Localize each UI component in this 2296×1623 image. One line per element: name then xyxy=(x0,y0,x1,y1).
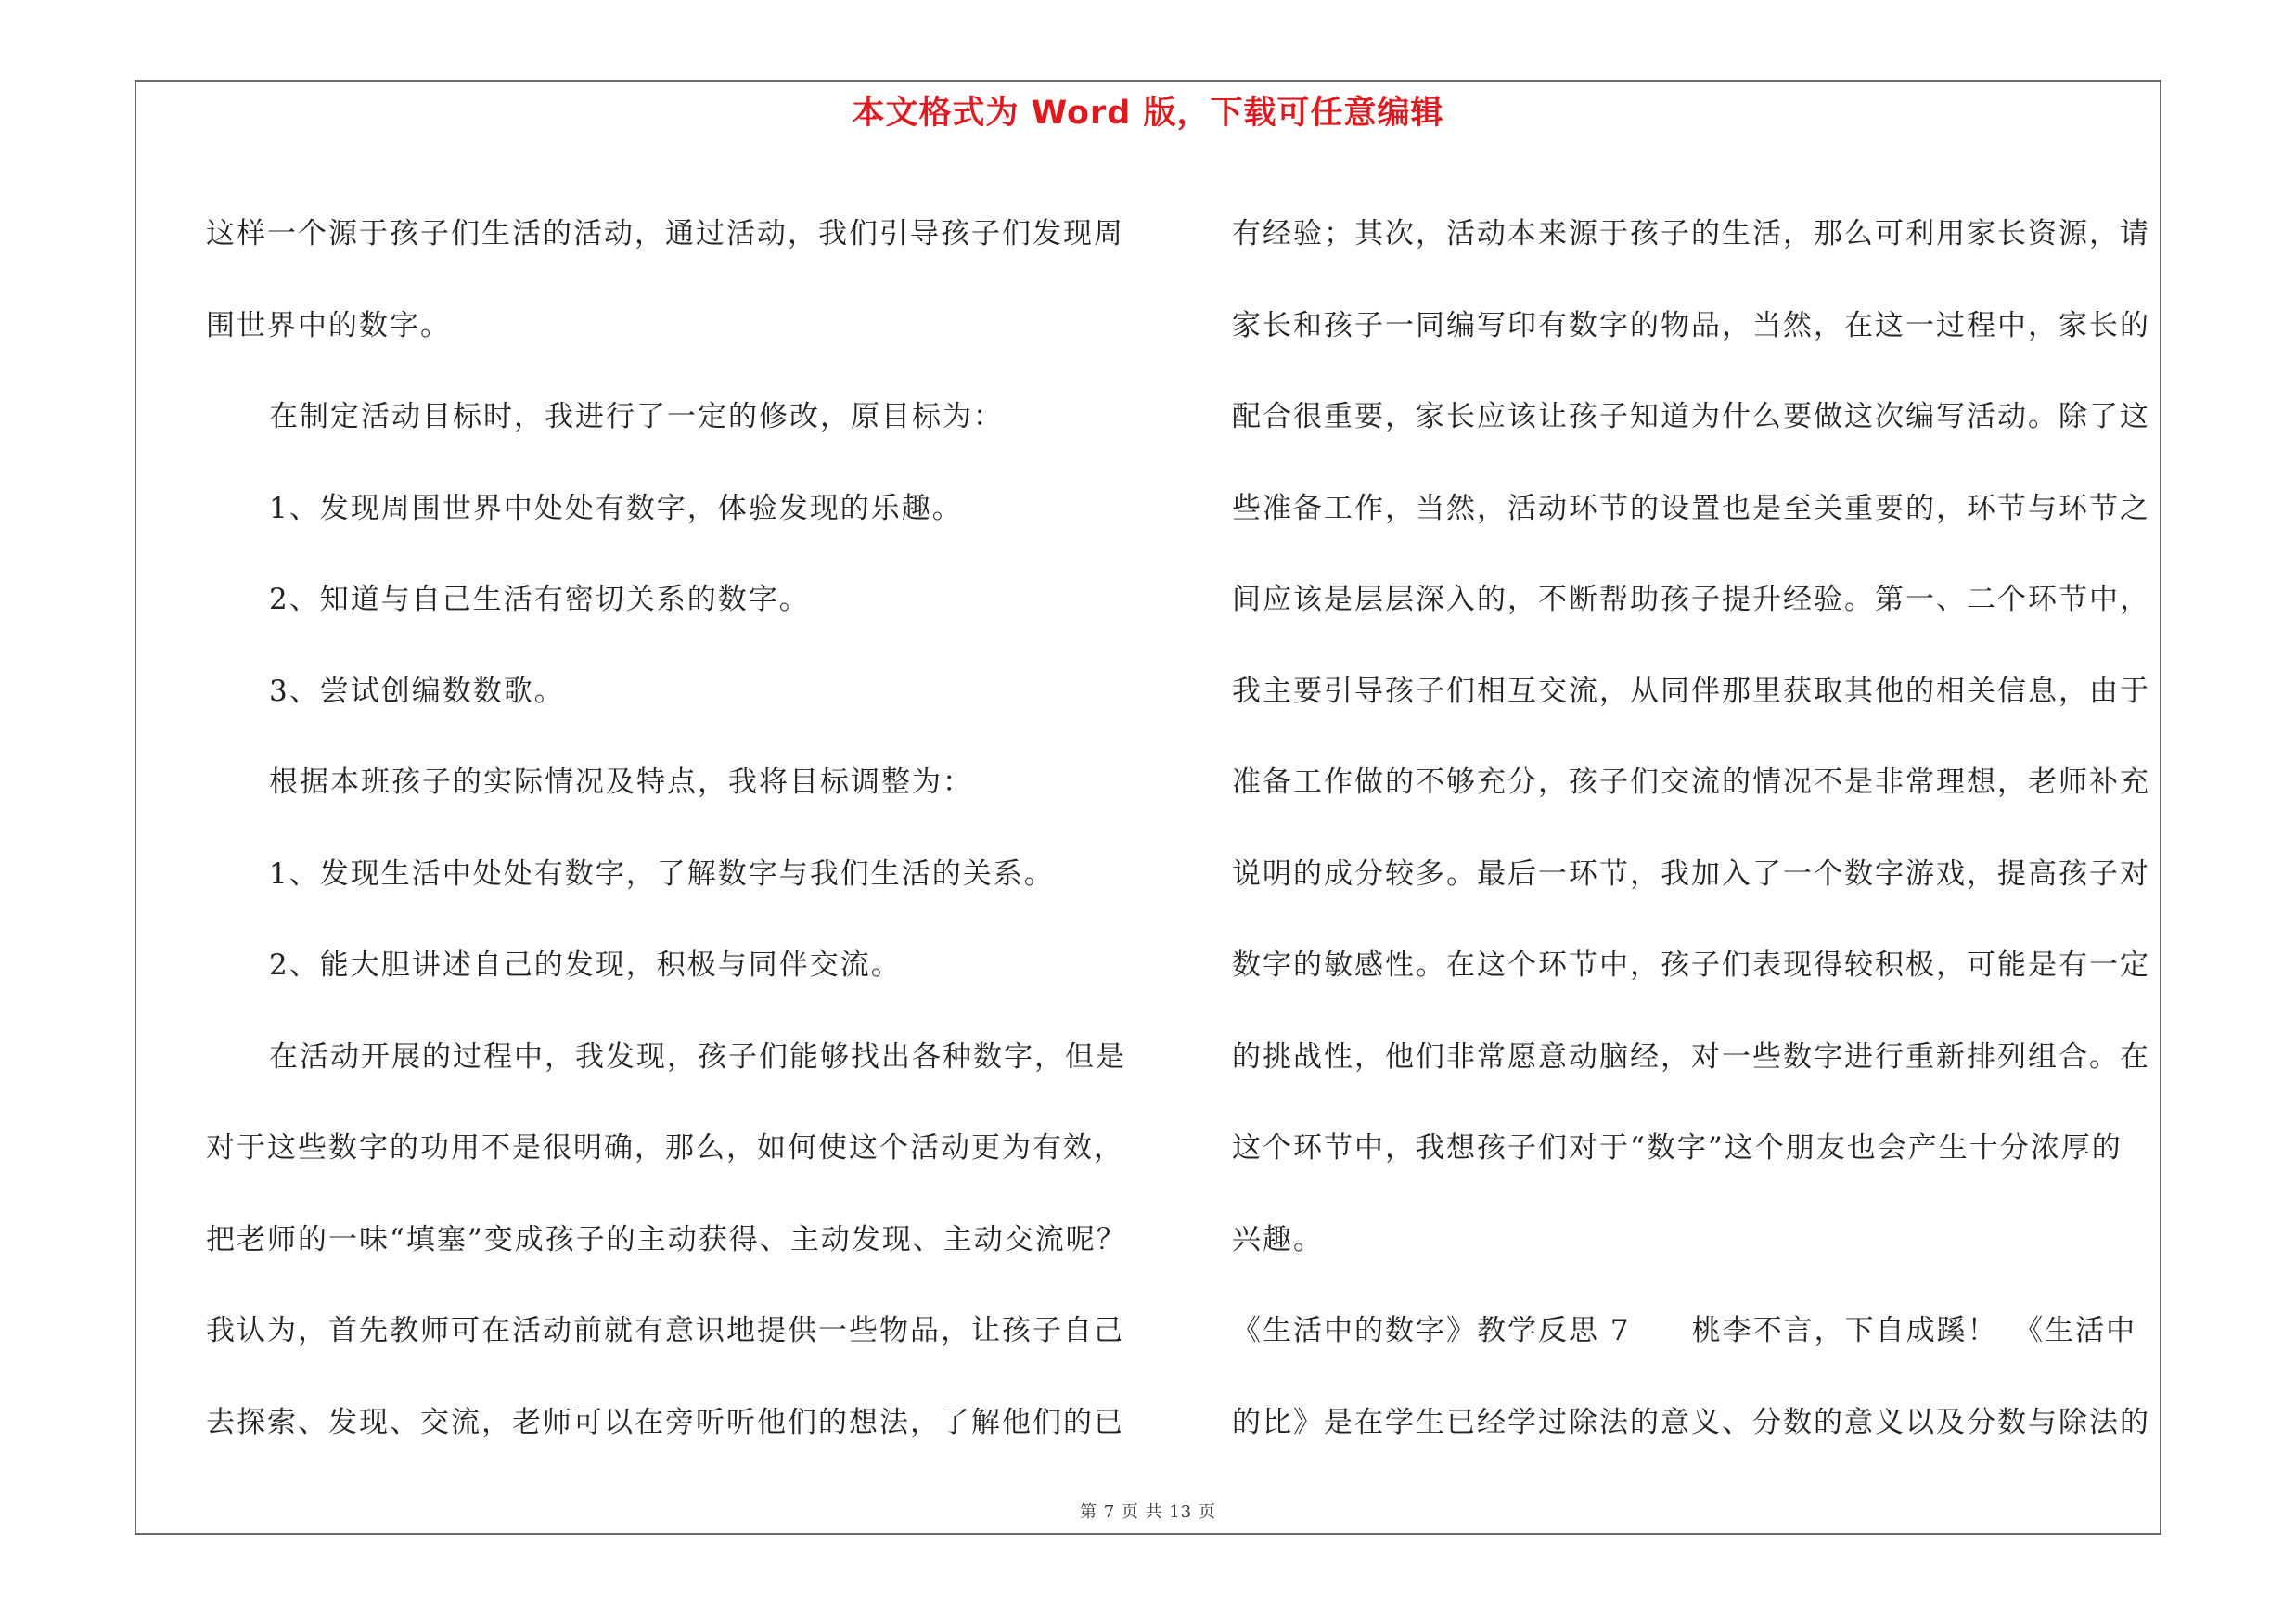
text-line: 1、发现生活中处处有数字，了解数字与我们生活的关系。 xyxy=(269,857,1055,891)
text-line: 根据本班孩子的实际情况及特点，我将目标调整为： xyxy=(269,766,973,799)
text-line: 围世界中的数字。 xyxy=(206,308,451,342)
text-line: 准备工作做的不够充分，孩子们交流的情况不是非常理想，老师补充 xyxy=(1232,766,2150,799)
left-text-column xyxy=(206,188,1134,1468)
text-line: 家长和孩子一同编写印有数字的物品，当然，在这一过程中，家长的 xyxy=(1232,308,2150,342)
text-line: 有经验；其次，活动本来源于孩子的生活，那么可利用家长资源，请 xyxy=(1232,217,2150,251)
right-text-column xyxy=(1232,188,2160,1468)
text-line: 这个环节中，我想孩子们对于“数字”这个朋友也会产生十分浓厚的 xyxy=(1232,1131,2123,1165)
text-line: 我认为，首先教师可在活动前就有意识地提供一些物品，让孩子自己 xyxy=(206,1314,1124,1347)
text-line: 2、能大胆讲述自己的发现，积极与同伴交流。 xyxy=(269,948,902,982)
text-line: 的比》是在学生已经学过除法的意义、分数的意义以及分数与除法的 xyxy=(1232,1405,2150,1439)
text-line: 数字的敏感性。在这个环节中，孩子们表现得较积极，可能是有一定 xyxy=(1232,948,2150,982)
text-line: 把老师的一味“填塞”变成孩子的主动获得、主动发现、主动交流呢？ xyxy=(206,1222,1127,1256)
document-header-banner: 本文格式为 Word 版，下载可任意编辑 xyxy=(852,95,1444,132)
text-line: 《生活中的数字》教学反思 7 桃李不言，下自成蹊！ 《生活中 xyxy=(1232,1314,2137,1347)
text-line: 兴趣。 xyxy=(1232,1222,1324,1256)
text-line: 的挑战性，他们非常愿意动脑经，对一些数字进行重新排列组合。在 xyxy=(1232,1039,2150,1074)
text-line: 3、尝试创编数数歌。 xyxy=(269,674,565,708)
text-line: 些准备工作，当然，活动环节的设置也是至关重要的，环节与环节之 xyxy=(1232,491,2150,525)
text-line: 在活动开展的过程中，我发现，孩子们能够找出各种数字，但是 xyxy=(269,1039,1126,1074)
text-line: 间应该是层层深入的，不断帮助孩子提升经验。第一、二个环节中， xyxy=(1232,583,2150,616)
text-line: 在制定活动目标时，我进行了一定的修改，原目标为： xyxy=(269,400,1004,433)
text-line: 配合很重要，家长应该让孩子知道为什么要做这次编写活动。除了这 xyxy=(1232,400,2150,433)
page-number-footer: 第 7 页 共 13 页 xyxy=(1080,1502,1216,1522)
text-line: 说明的成分较多。最后一环节，我加入了一个数字游戏，提高孩子对 xyxy=(1232,857,2150,891)
text-line: 1、发现周围世界中处处有数字，体验发现的乐趣。 xyxy=(269,491,963,525)
text-line: 去探索、发现、交流，老师可以在旁听听他们的想法，了解他们的已 xyxy=(206,1405,1124,1439)
text-line: 对于这些数字的功用不是很明确，那么，如何使这个活动更为有效， xyxy=(206,1131,1124,1165)
text-line: 这样一个源于孩子们生活的活动，通过活动，我们引导孩子们发现周 xyxy=(206,217,1124,251)
text-line: 我主要引导孩子们相互交流，从同伴那里获取其他的相关信息，由于 xyxy=(1232,674,2150,708)
text-line: 2、知道与自己生活有密切关系的数字。 xyxy=(269,583,810,616)
